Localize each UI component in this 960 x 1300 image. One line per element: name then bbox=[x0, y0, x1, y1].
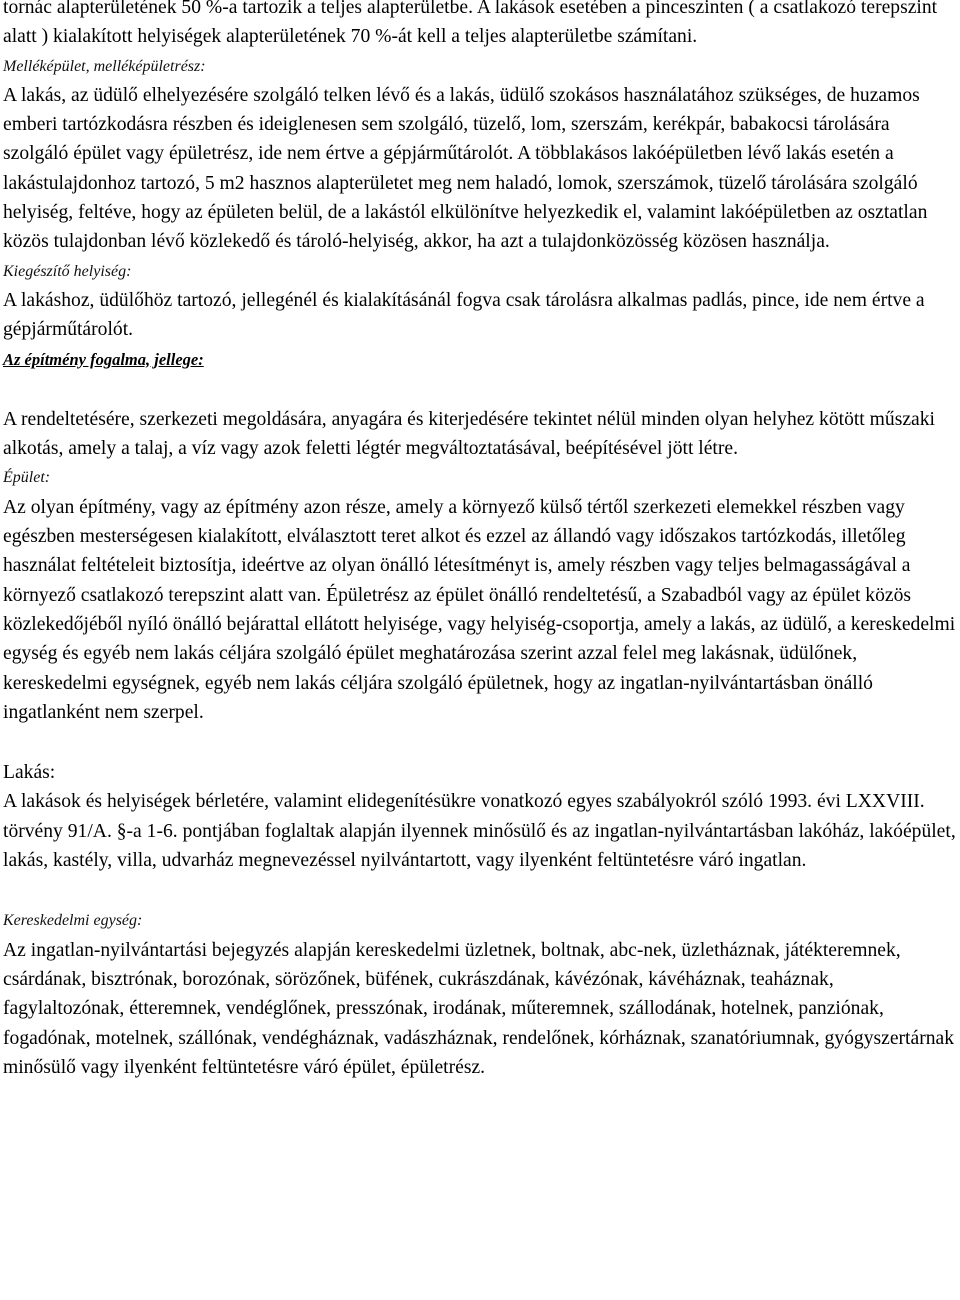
mellekepulet-heading: Melléképület, melléképületrész: bbox=[3, 57, 206, 75]
section-gap bbox=[3, 727, 957, 758]
kiegeszito-heading: Kiegészítő helyiség: bbox=[3, 262, 132, 280]
epitmeny-paragraph: A rendeltetésére, szerkezeti megoldására, anyagára és kiterjedésére tekintet nélül minden olyan helyhez kötött műszaki alkotás, amely a talaj, a víz vagy azok feletti légtér megváltoztatásával, beépítésével jött létre. bbox=[3, 408, 935, 460]
epulet-heading: Épület: bbox=[3, 469, 51, 487]
epitmeny-heading: Az építmény fogalma, jellege: bbox=[3, 349, 204, 369]
epulet-paragraph: Az olyan építmény, vagy az építmény azon része, amely a környező külső tértől szerkezeti elemekkel részben vagy egészben mesterségesen kialakított, elválasztott teret alkot és ezzel az állandó vagy időszakos tartózkodás, illetőleg használat feltételeit biztosítja, ideértve az olyan önálló létesítményt is, amely részben vagy teljes belmagasságával a környező csatlakozó terepszint alatt van. Épületrész az épület önálló rendeltetésű, a Szabadból vagy az épület közös közlekedőjéből nyíló önálló bejárattal ellátott helyisége, vagy helyiség-csoportja, amely a lakás, az üdülő, a kereskedelmi egység és egyéb nem lakás céljára szolgáló épület meghatározása szerint azzal felel meg lakásnak, üdülőnek, kereskedelmi egységnek, egyéb nem lakás céljára szolgáló épületnek, hogy az ingatlan-nyilvántartásban önálló ingatlanként nem szerpel. bbox=[3, 496, 956, 723]
kereskedelmi-paragraph: Az ingatlan-nyilvántartási bejegyzés alapján kereskedelmi üzletnek, boltnak, abc-nek, üzletháznak, játékteremnek, csárdának, bisztrónak, borozónak, sörözőnek, büfének, cukrászdának, kávézónak, kávéháznak, teaháznak, fagylaltozónak, étteremnek, vendéglőnek, presszónak, irodának, műteremnek, szállodának, hotelnek, panziónak, fogadónak, motelnek, szállónak, vendégháznak, vadászháznak, rendelőnek, kórháznak, szanatóriumnak, gyógyszertárnak minősülő vagy ilyenként feltüntetésre váró épület, épületrész. bbox=[3, 939, 955, 1078]
section-gap bbox=[3, 875, 957, 906]
kiegeszito-paragraph: A lakáshoz, üdülőhöz tartozó, jellegénél és kialakításánál fogva csak tárolásra alkalmas padlás, pince, ide nem értve a gépjárműtárolót. bbox=[3, 289, 925, 341]
kereskedelmi-heading: Kereskedelmi egység: bbox=[3, 912, 143, 930]
section-gap bbox=[3, 374, 957, 405]
intro-paragraph: tornác alapterületének 50 %-a tartozik a teljes alapterületbe. A lakások esetében a pinceszinten ( a csatlakozó terepszint alatt ) kialakított helyiségek alapterületének 70 %-át kell a teljes alapterületbe számítani. bbox=[3, 0, 938, 48]
mellekepulet-paragraph: A lakás, az üdülő elhelyezésére szolgáló telken lévő és a lakás, üdülő szokásos használatához szükséges, de huzamos emberi tartózkodásra részben és ideiglenesen sem szolgáló, tüzelő, lom, szerszám, kerékpár, babakocsi tárolására szolgáló épület vagy épületrész, ide nem értve a gépjárműtárolót. A többlakásos lakóépületben lévő lakás esetén a lakástulajdonhoz tartozó, 5 m2 hasznos alapterületet meg nem haladó, lomok, szerszámok, tüzelő tárolására szolgáló helyiség, feltéve, hogy az épületen belül, de a lakástól elkülönítve helyezkedik el, valamint lakóépületben az osztatlan közös tulajdonban lévő közlekedő és tároló-helyiség, akkor, ha azt a tulajdonközösség közösen használja. bbox=[3, 84, 928, 253]
lakas-paragraph: A lakások és helyiségek bérletére, valamint elidegenítésükre vonatkozó egyes szabályokról szóló 1993. évi LXXVIII. törvény 91/A. §-a 1-6. pontjában foglaltak alapján ilyennek minősülő és az ingatlan-nyilvántartásban lakóház, lakóépület, lakás, kastély, villa, udvarház megnevezéssel nyilvántartott, vagy ilyenként feltüntetésre váró ingatlan. bbox=[3, 791, 956, 872]
lakas-heading: Lakás: bbox=[3, 762, 56, 784]
document-page bbox=[3, 0, 957, 1082]
